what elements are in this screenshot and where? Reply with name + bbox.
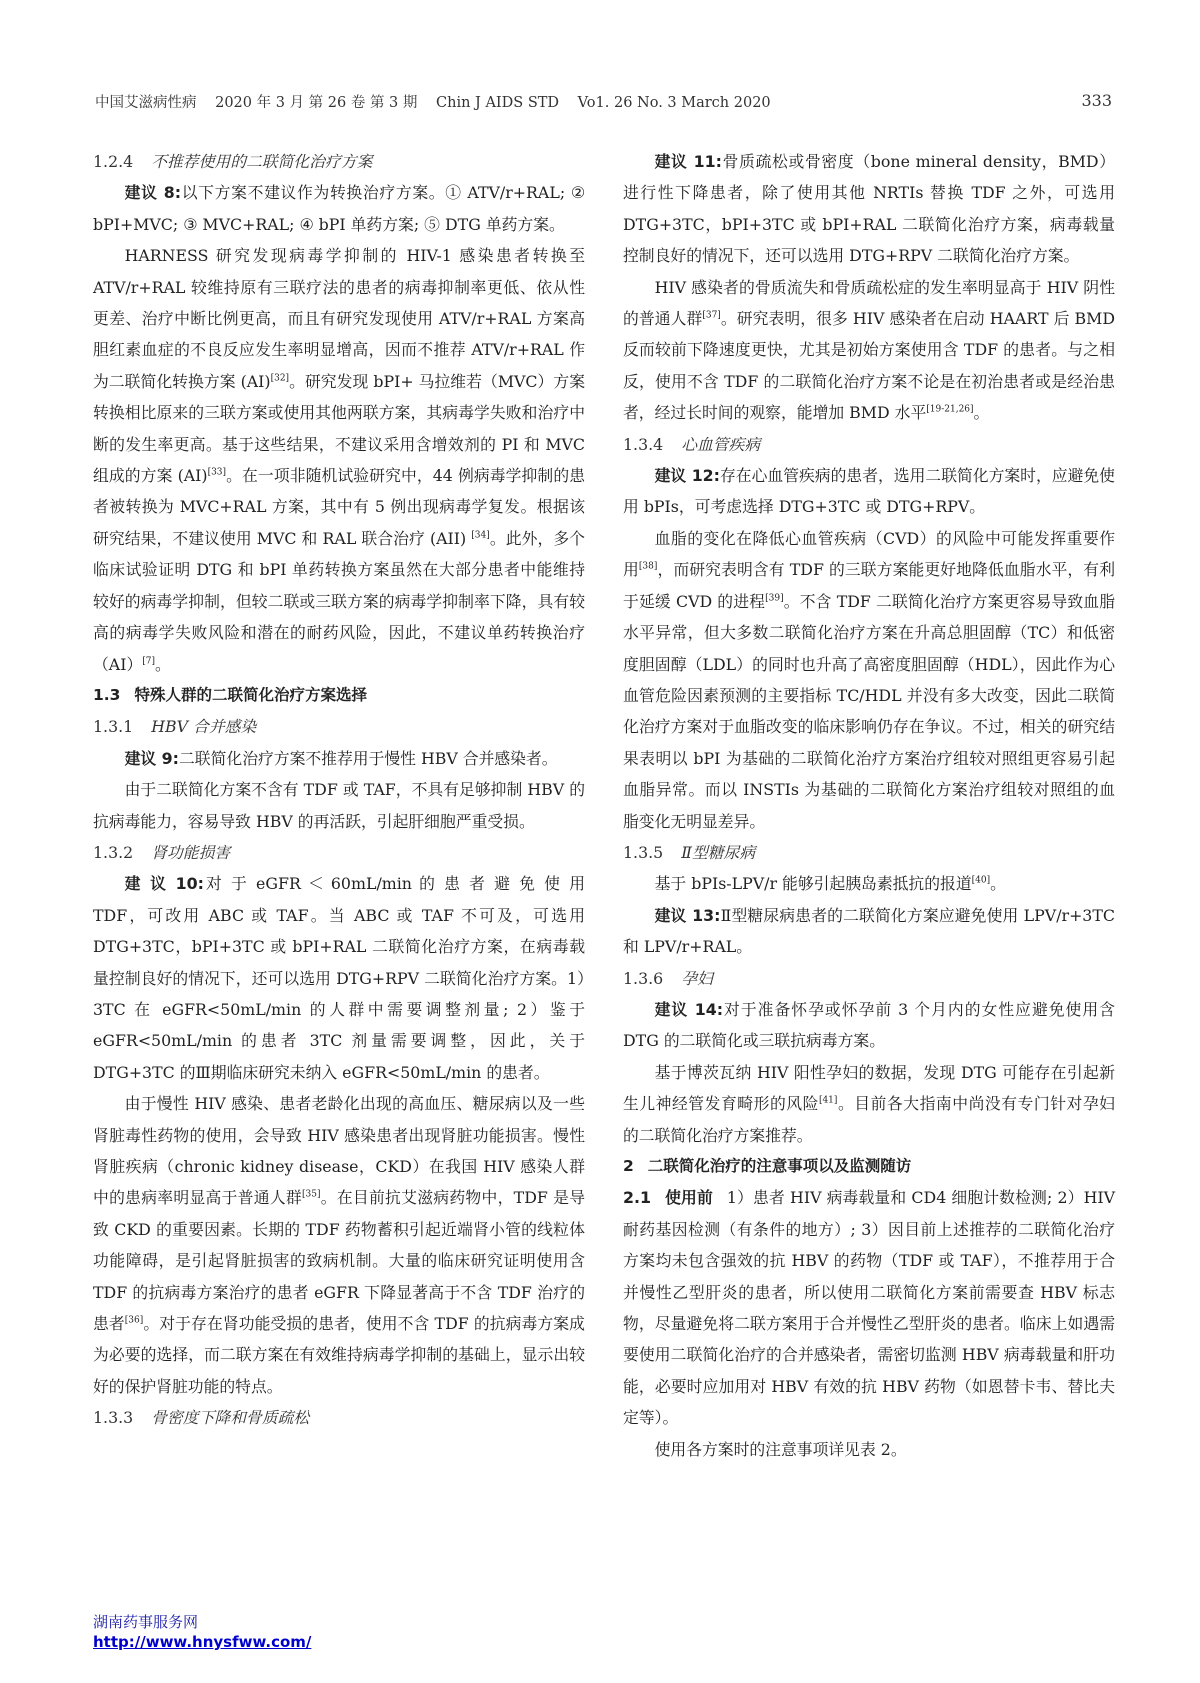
section-heading-1-3-2: 1.3.2 肾功能损害 <box>93 842 231 862</box>
section-heading-1-3-4: 1.3.4 心血管疾病 <box>623 434 761 454</box>
paragraph-pregnancy: 基于博茨瓦纳 HIV 阳性孕妇的数据，发现 DTG 可能存在引起新生儿神经管发育畸形的风险[41]。目前各大指南中尚没有专门针对孕妇的二联简化治疗方案推荐。 <box>623 1062 1115 1145</box>
paragraph-before-use: 2.1 使用前 1）患者 HIV 病毒载量和 CD4 细胞计数检测; 2）HIV 耐药基因检测（有条件的地方）; 3）因目前上述推荐的二联简化治疗方案均未包含强效的抗 HBV 的药物（TDF 或 TAF），不推荐用于合并慢性乙型肝炎的患者，所以使用二联简化方案前需要查 HBV 标志物，尽量避免将二联方案用于合并慢性乙型肝炎的患者。临床上如遇需要使用二联简化治疗的合并感染者，需密切监测 HBV 病毒载量和肝功能，必要时应加用对 HBV 有效的抗 HBV 药物（如恩替卡韦、替比夫定等）。 <box>623 1188 1115 1428</box>
citation: [19-21,26] <box>926 404 974 415</box>
right-column <box>623 146 1115 1465</box>
section-heading-2-1: 2.1 <box>623 1188 651 1208</box>
citation: [40] <box>971 876 991 887</box>
section-heading-2: 2 二联简化治疗的注意事项以及监测随访 <box>623 1157 912 1175</box>
section-heading-1-2-4: 1.2.4 不推荐使用的二联简化治疗方案 <box>93 152 373 171</box>
section-heading-1-3-3: 1.3.3 骨密度下降和骨质疏松 <box>93 1408 310 1428</box>
paragraph-hbv: 由于二联简化方案不含有 TDF 或 TAF，不具有足够抑制 HBV 的抗病毒能力，容易导致 HBV 的再活跃，引起肝细胞严重受损。 <box>93 780 585 831</box>
journal-name-en: Chin J AIDS STD <box>436 95 560 111</box>
section-heading-1-3: 1.3 特殊人群的二联简化治疗方案选择 <box>93 685 367 704</box>
paragraph-table-ref: 使用各方案时的注意事项详见表 2。 <box>654 1439 907 1459</box>
citation: [38] <box>638 562 658 573</box>
recommendation-12: 建议 12:存在心血管疾病的患者，选用二联简化方案时，应避免使用 bPIs，可考虑选择 DTG+3TC 或 DTG+RPV。 <box>623 466 1115 517</box>
section-heading-1-3-5: 1.3.5 Ⅱ型糖尿病 <box>623 842 756 862</box>
citation: [37] <box>702 310 721 321</box>
journal-info <box>95 91 771 112</box>
paragraph-kidney: 由于慢性 HIV 感染、患者老龄化出现的高血压、糖尿病以及一些肾脏毒性药物的使用，会导致 HIV 感染患者出现肾脏功能损害。慢性肾脏疾病（chronic kidney disease，CKD）在我国 HIV 感染人群中的患病率明显高于普通人群[35]。在目前抗艾滋病药物中，TDF 是导致 CKD 的重要因素。长期的 TDF 药物蓄积引起近端肾小管的线粒体功能障碍，是引起肾脏损害的致病机制。大量的临床研究证明使用含 TDF 的抗病毒方案治疗的患者 eGFR 下降显著高于不含 TDF 治疗的患者[36]。对于存在肾功能受损的患者，使用不含 TDF 的抗病毒方案成为必要的选择，而二联方案在有效维持病毒学抑制的基础上，显示出较好的保护肾脏功能的特点。 <box>93 1094 585 1396</box>
recommendation-8: 建议 8:以下方案不建议作为转换治疗方案。① ATV/r+RAL; ② bPI+MVC; ③ MVC+RAL; ④ bPI 单药方案; ⑤ DTG 单药方案。 <box>93 183 586 234</box>
paragraph-bone: HIV 感染者的骨质流失和骨质疏松症的发生率明显高于 HIV 阴性的普通人群[37]。研究表明，很多 HIV 感染者在启动 HAART 后 BMD 反而较前下降速度更快，尤其是初始方案使用含 TDF 的患者。与之相反，使用不含 TDF 的二联简化治疗方案不论是在初治患者或是经治患者，经过长时间的观察，能增加 BMD 水平[19-21,26]。 <box>623 277 1115 423</box>
paragraph-diabetes: 基于 bPIs-LPV/r 能够引起胰岛素抵抗的报道[40]。 <box>654 874 1006 894</box>
citation: [7] <box>142 656 155 667</box>
site-name: 湖南药事服务网 <box>93 1613 199 1631</box>
site-url-link[interactable]: http://www.hnysfww.com/ <box>93 1633 312 1651</box>
paragraph-lipids: 血脂的变化在降低心血管疾病（CVD）的风险中可能发挥重要作用[38]，而研究表明含有 TDF 的三联方案能更好地降低血脂水平，有利于延缓 CVD 的进程[39]。不含 TDF 二联简化治疗方案更容易导致血脂水平异常，但大多数二联简化治疗方案在升高总胆固醇（TC）和低密度胆固醇（LDL）的同时也升高了高密度胆固醇（HDL），因此作为心血管危险因素预测的主要指标 TC/HDL 并没有多大改变，因此二联简化治疗方案对于血脂改变的临床影响仍存在争议。不过，相关的研究结果表明以 bPI 为基础的二联简化治疗方案治疗组较对照组更容易引起血脂异常。而以 INSTIs 为基础的二联简化方案治疗组较对照组的血脂变化无明显差异。 <box>623 528 1115 831</box>
section-heading-1-3-6: 1.3.6 孕妇 <box>623 968 713 988</box>
recommendation-14: 建议 14:对于准备怀孕或怀孕前 3 个月内的女性应避免使用含 DTG 的二联简化或三联抗病毒方案。 <box>623 999 1115 1051</box>
citation: [34] <box>471 530 490 541</box>
running-header <box>95 91 1112 121</box>
issue-info-cn: 2020 年 3 月 第 26 卷 第 3 期 <box>215 95 418 111</box>
citation: [41] <box>818 1095 838 1106</box>
citation: [36] <box>124 1315 144 1326</box>
issue-info-en: Vo1. 26 No. 3 March 2020 <box>577 95 771 111</box>
recommendation-11: 建议 11:骨质疏松或骨密度（bone mineral density，BMD）进行性下降患者，除了使用其他 NRTIs 替换 TDF 之外，可选用 DTG+3TC，bPI+3TC 或 bPI+RAL 二联简化治疗方案，病毒载量控制良好的情况下，还可以选用 DTG+RPV 二联简化治疗方案。 <box>623 152 1115 266</box>
citation: [39] <box>765 593 784 604</box>
page-number: 333 <box>1081 91 1112 110</box>
citation: [35] <box>301 1190 321 1201</box>
section-heading-1-3-1: 1.3.1 HBV 合并感染 <box>93 717 257 737</box>
journal-name-cn: 中国艾滋病性病 <box>95 95 197 111</box>
recommendation-10: 建 议 10:对 于 eGFR ＜ 60mL/min 的 患 者 避 免 使 用 TDF，可改用 ABC 或 TAF。当 ABC 或 TAF 不可及，可选用 DTG+3TC，bPI+3TC 或 bPI+RAL 二联简化治疗方案，在病毒载量控制良好的情况下，还可以选用 DTG+RPV 二联简化治疗方案。1）3TC 在 eGFR<50mL/min 的人群中需要调整剂量; 2）鉴于 eGFR<50mL/min 的患者 3TC 剂量需要调整，因此，关于 DTG+3TC 的Ⅲ期临床研究未纳入 eGFR<50mL/min 的患者。 <box>93 874 585 1082</box>
recommendation-9: 建议 9:二联简化治疗方案不推荐用于慢性 HBV 合并感染者。 <box>124 748 558 768</box>
site-watermark <box>93 1612 311 1652</box>
paragraph-harness: HARNESS 研究发现病毒学抑制的 HIV-1 感染患者转换至 ATV/r+RAL 较维持原有三联疗法的患者的病毒抑制率更低、依从性更差、治疗中断比例更高，而且有研究发现使用 ATV/r+RAL 方案高胆红素血症的不良反应发生率明显增高，因而不推荐 ATV/r+RAL 作为二联简化转换方案 (AI)[32]。研究发现 bPI+ 马拉维若（MVC）方案转换相比原来的三联方案或使用其他两联方案，其病毒学失败和治疗中断的发生率更高。基于这些结果，不建议采用含增效剂的 PI 和 MVC 组成的方案 (AI)[33]。在一项非随机试验研究中，44 例病毒学抑制的患者被转换为 MVC+RAL 方案，其中有 5 例出现病毒学复发。根据该研究结果，不建议使用 MVC 和 RAL 联合治疗 (AII) [34]。此外，多个临床试验证明 DTG 和 bPI 单药转换方案虽然在大部分患者中能维持较好的病毒学抑制，但较二联或三联方案的病毒学抑制率下降，具有较高的病毒学失败风险和潜在的耐药风险，因此，不建议单药转换治疗（AI）[7]。 <box>93 246 586 674</box>
recommendation-13: 建议 13:Ⅱ型糖尿病患者的二联简化方案应避免使用 LPV/r+3TC 和 LPV/r+RAL。 <box>623 905 1115 957</box>
citation: [32] <box>270 373 290 384</box>
citation: [33] <box>207 467 227 478</box>
left-column <box>93 146 585 1434</box>
